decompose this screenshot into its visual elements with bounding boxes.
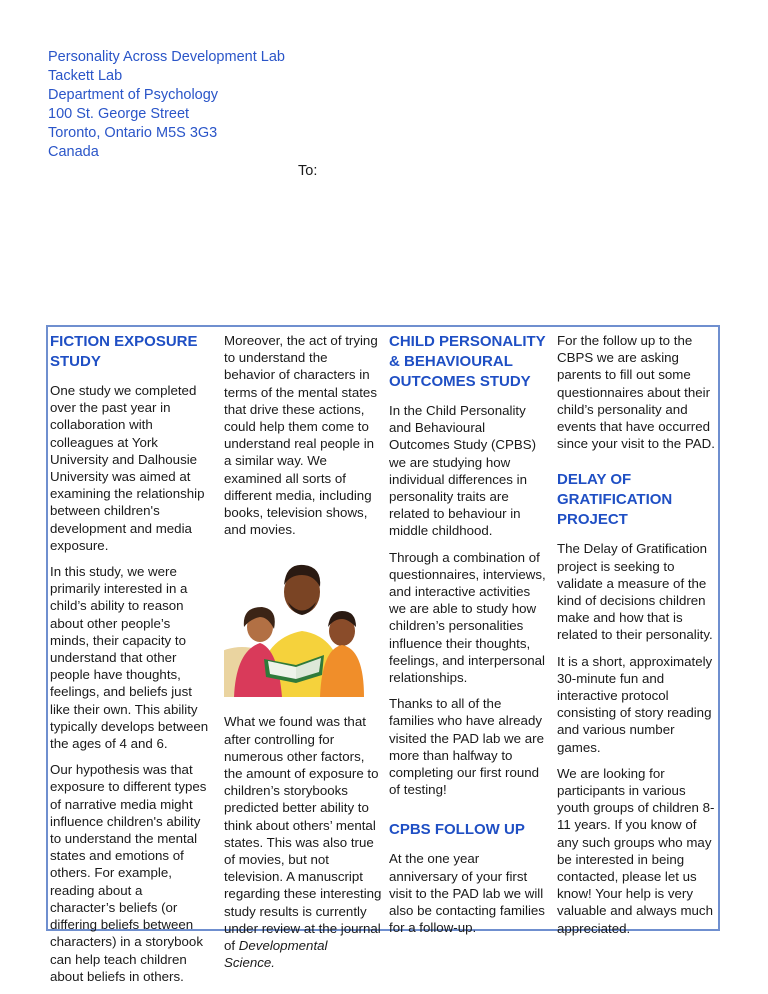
cpbs-title: CHILD PERSONALITY & BEHAVIOURAL OUTCOMES STUDY xyxy=(389,333,546,390)
column-3 xyxy=(389,332,547,945)
findings-text: What we found was that after controlling for numerous other factors, the amount of exposure to children’s storybooks predicted better ability to think about others’ mental states. This was also true of movies, but not television. A manuscript regarding these interesting study results is currently under review at the journal of xyxy=(224,714,382,954)
column-2 xyxy=(224,332,382,980)
address-line: Department of Psychology xyxy=(48,87,219,103)
paragraph xyxy=(224,713,382,971)
return-address xyxy=(48,48,285,162)
address-line: 100 St. George Street xyxy=(48,106,190,122)
paragraph: The Delay of Gratification project is seeking to validate a measure of the kind of decisions children make and how that is related to their personality. xyxy=(557,541,713,643)
family-reading-illustration xyxy=(224,547,374,697)
paragraph: Moreover, the act of trying to understand the behavior of characters in terms of the mental states that drive these actions, could help them come to understand real people in a similar way. We examined all sorts of different media, including books, television shows, and movies. xyxy=(224,333,378,538)
address-line: Toronto, Ontario M5S 3G3 xyxy=(48,125,218,141)
column-4 xyxy=(557,332,717,946)
address-line: Personality Across Development Lab xyxy=(48,49,285,65)
paragraph: We are looking for participants in various youth groups of children 8-11 years. If you know of any such groups who may be interested in being contacted, please let us know! Your help is very valuable and always much appreciated. xyxy=(557,765,715,936)
to-label: To: xyxy=(298,163,318,179)
address-line: Tackett Lab xyxy=(48,68,123,84)
paragraph: Thanks to all of the families who have already visited the PAD lab we are more than halfway to completing our first round of testing! xyxy=(389,696,544,798)
paragraph: In this study, we were primarily interested in a child’s ability to reason about other people’s minds, their capacity to understand that other people have thoughts, feelings, and beliefs just like their own. This ability typically develops between the ages of 4 and 6. xyxy=(50,564,209,752)
column-1 xyxy=(50,332,210,994)
paragraph: Our hypothesis was that exposure to different types of narrative media might influence children's ability to understand the mental states and emotions of others. For example, reading about a character’s beliefs (or differing beliefs between characters) in a storybook can help teach children about beliefs in others. xyxy=(50,762,207,984)
paragraph: For the follow up to the CBPS we are asking parents to fill out some questionnaires about their child’s personality and events that have occurred since your visit to the PAD. xyxy=(557,333,715,452)
followup-title: CPBS FOLLOW UP xyxy=(389,821,525,839)
paragraph: At the one year anniversary of your first visit to the PAD lab we will also be contacting families for a follow-up. xyxy=(389,851,545,936)
paragraph: In the Child Personality and Behavioural Outcomes Study (CPBS) we are studying how individual differences in personality traits are related to behaviour in middle childhood. xyxy=(389,403,537,539)
journal-name: Developmental Science. xyxy=(224,938,328,971)
fiction-title: FICTION EXPOSURE STUDY xyxy=(50,333,198,370)
address-line: Canada xyxy=(48,144,99,160)
paragraph: Through a combination of questionnaires, interviews, and interactive activities we are able to study how children’s personalities influence their thoughts, feelings, and interpersonal relationships. xyxy=(389,549,546,686)
paragraph: It is a short, approximately 30-minute fun and interactive protocol consisting of story reading and various number games. xyxy=(557,653,713,755)
delay-title: DELAY OF GRATIFICATION PROJECT xyxy=(557,471,673,529)
paragraph: One study we completed over the past year in collaboration with colleagues at York University and Dalhousie University was aimed at examining the relationship between children's development and media exposure. xyxy=(50,383,205,553)
